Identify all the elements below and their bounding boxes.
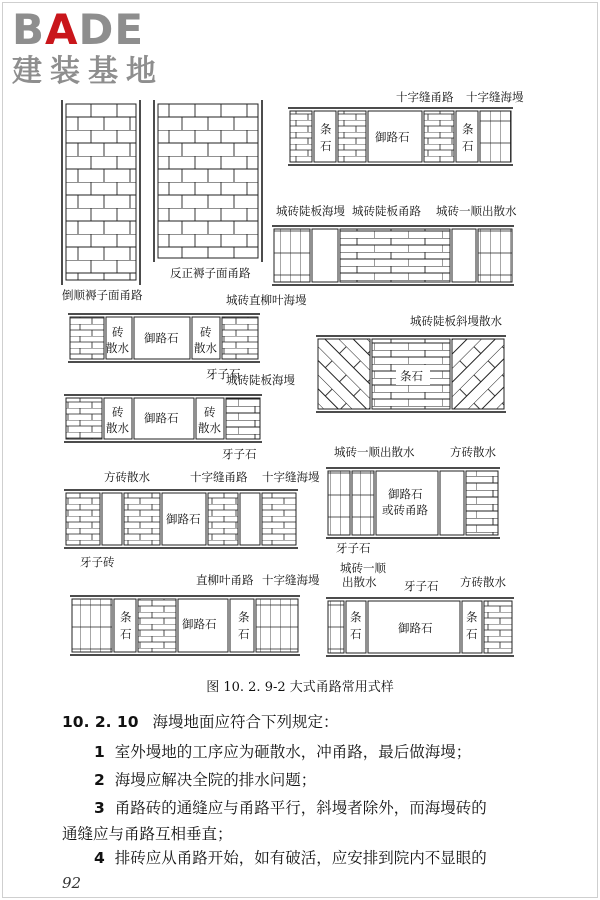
label-shi-4: 石 [238, 627, 250, 641]
pattern-chengzhuan-douban [272, 226, 514, 285]
list-item: 1 室外墁地的工序应为砸散水，冲甬路，最后做海墁； [94, 743, 472, 761]
label-shi-6: 石 [466, 627, 478, 641]
label-chengzhuan-yishun-b: 出散水 [342, 575, 377, 589]
pattern-daoshun-rouzi [62, 100, 140, 285]
pattern-fanzheng-rouzi [154, 100, 262, 262]
logo-subtitle: 建装基地 [12, 54, 164, 89]
label-chengzhuan-douban-yonglu: 城砖陡板甬路 [352, 204, 421, 218]
label-chengzhuan-yishun-2: 城砖一顺出散水 [334, 445, 415, 459]
label-fanzheng-rouzi: 反正褥子面甬路 [170, 266, 251, 280]
label-zhuan-3: 砖 [112, 405, 124, 419]
label-chengzhuan-douban-haiman: 城砖陡板海墁 [276, 204, 345, 218]
logo-wordmark: BADE [12, 5, 145, 54]
list-item: 2 海墁应解决全院的排水问题； [94, 771, 317, 789]
label-chengzhuan-yishun-a: 城砖一顺 [340, 561, 386, 575]
label-douban-haiman-2: 城砖陡板海墁 [226, 373, 295, 387]
label-zhiliuye-yonglu: 直柳叶甬路 [196, 573, 254, 587]
label-yulushi-5: 御路石 [388, 487, 423, 501]
label-yulushi-3: 御路石 [144, 411, 179, 425]
label-tiao-5: 条 [350, 610, 362, 624]
label-fangzhuan-sanshui-1: 方砖散水 [104, 470, 150, 484]
label-yulushi-7: 御路石 [398, 621, 433, 635]
list-item: 4 排砖应从甬路开始，如有破活，应安排到院内不显眼的 [94, 849, 487, 867]
label-yazishi-1: 牙子石 [206, 367, 241, 381]
list-item: 3 甬路砖的通缝应与甬路平行，斜墁者除外，而海墁砖的 [94, 799, 487, 817]
label-yazishi-2: 牙子石 [222, 447, 257, 461]
label-shi-3: 石 [120, 627, 132, 641]
label-sanshui-1: 散水 [106, 341, 129, 355]
label-sanshui-2: 散水 [194, 341, 217, 355]
label-chengzhuan-liuye: 城砖直柳叶海墁 [226, 293, 307, 307]
label-shi-1: 石 [320, 139, 332, 153]
label-yulushi-1: 御路石 [375, 130, 410, 144]
label-daoshun-rouzi: 倒顺褥子面甬路 [62, 288, 143, 302]
label-tiao-2: 条 [462, 122, 474, 136]
label-tiao-6: 条 [466, 610, 478, 624]
label-sanshui-3: 散水 [106, 421, 129, 435]
label-shizifeng-haiman-3: 十字缝海墁 [262, 573, 320, 587]
label-shi-5: 石 [350, 627, 362, 641]
label-yazizhuan: 牙子砖 [80, 555, 115, 569]
label-zhuan-2: 砖 [200, 325, 212, 339]
label-yazishi-4: 牙子石 [404, 579, 439, 593]
label-shizifeng-haiman-2: 十字缝海墁 [262, 470, 320, 484]
label-yulushi-4: 御路石 [166, 512, 201, 526]
label-yulushi-6: 御路石 [182, 617, 217, 631]
label-shizifeng-yonglu: 十字缝甬路 [396, 90, 454, 104]
label-shi-2: 石 [462, 139, 474, 153]
label-tiao-1: 条 [320, 122, 332, 136]
label-sanshui-4: 散水 [198, 421, 221, 435]
label-shizifeng-yonglu-2: 十字缝甬路 [190, 470, 248, 484]
label-yazishi-3: 牙子石 [336, 541, 371, 555]
label-zhuan-1: 砖 [112, 325, 124, 339]
label-shizifeng-haiman: 十字缝海墁 [466, 90, 524, 104]
label-tiaoshi: 条石 [400, 369, 423, 383]
label-fangzhuan-sanshui-2: 方砖散水 [450, 445, 496, 459]
label-xieman-sanshui: 城砖陡板斜墁散水 [410, 314, 502, 328]
label-zhuan-4: 砖 [204, 405, 216, 419]
label-tiao-3: 条 [120, 610, 132, 624]
label-chengzhuan-yishun: 城砖一顺出散水 [436, 204, 517, 218]
label-huo-zhuanyonglu: 或砖甬路 [382, 503, 428, 517]
figure-caption: 图 10. 2. 9-2 大式甬路常用式样 [206, 680, 394, 695]
label-tiao-4: 条 [238, 610, 250, 624]
label-yulushi-2: 御路石 [144, 331, 179, 345]
list-item-continuation: 通缝应与甬路互相垂直； [62, 825, 233, 843]
section-heading: 10. 2. 10 海墁地面应符合下列规定： [62, 713, 339, 731]
page-number: 92 [62, 874, 82, 892]
label-shizifeng-sanshui: 方砖散水 [460, 575, 506, 589]
